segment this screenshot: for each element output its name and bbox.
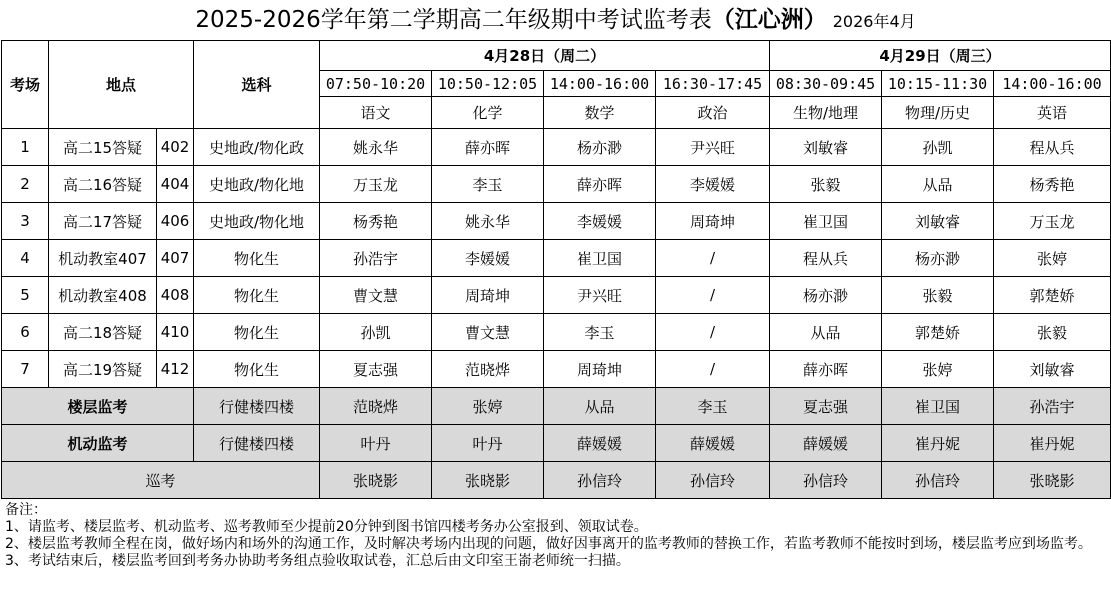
proctor-cell: 崔卫国 bbox=[770, 203, 882, 240]
proctor-cell: 崔卫国 bbox=[544, 240, 656, 277]
room-place: 高二19答疑 bbox=[49, 351, 157, 388]
proctor-cell: 张毅 bbox=[882, 277, 994, 314]
proctor-cell: 程从兵 bbox=[770, 240, 882, 277]
proctor-cell: 李媛媛 bbox=[656, 166, 770, 203]
room-combo: 物化生 bbox=[194, 277, 320, 314]
title-month: 2026年4月 bbox=[832, 12, 916, 31]
proctor-cell: 杨秀艳 bbox=[994, 166, 1111, 203]
notes-heading: 备注： bbox=[5, 502, 47, 518]
proctor-cell: 张晓影 bbox=[320, 462, 432, 499]
proctor-cell: 尹兴旺 bbox=[656, 129, 770, 166]
proctor-cell: 姚永华 bbox=[432, 203, 544, 240]
proctor-cell: 杨亦渺 bbox=[882, 240, 994, 277]
session-time: 07:50-10:20 bbox=[320, 71, 432, 97]
room-combo: 物化生 bbox=[194, 351, 320, 388]
proctor-cell: 万玉龙 bbox=[320, 166, 432, 203]
table-row bbox=[2, 351, 1111, 388]
header-day1: 4月28日（周二） bbox=[320, 41, 770, 71]
session-time: 16:30-17:45 bbox=[656, 71, 770, 97]
schedule-table bbox=[1, 40, 1111, 499]
proctor-cell: 李媛媛 bbox=[432, 240, 544, 277]
proctor-cell: 从品 bbox=[544, 388, 656, 425]
room-id: 6 bbox=[2, 314, 49, 351]
patrol-row bbox=[2, 462, 1111, 499]
room-place: 高二18答疑 bbox=[49, 314, 157, 351]
room-place: 机动教室407 bbox=[49, 240, 157, 277]
page-title bbox=[0, 0, 1111, 40]
header-day2: 4月29日（周三） bbox=[770, 41, 1111, 71]
room-number: 412 bbox=[157, 351, 194, 388]
header-room: 考场 bbox=[2, 41, 49, 129]
session-subject: 英语 bbox=[994, 97, 1111, 129]
proctor-cell: 周琦坤 bbox=[544, 351, 656, 388]
proctor-cell: 薛媛媛 bbox=[544, 425, 656, 462]
room-number: 404 bbox=[157, 166, 194, 203]
room-number: 402 bbox=[157, 129, 194, 166]
room-combo: 物化生 bbox=[194, 240, 320, 277]
room-id: 2 bbox=[2, 166, 49, 203]
room-number: 410 bbox=[157, 314, 194, 351]
proctor-cell: 郭楚娇 bbox=[994, 277, 1111, 314]
proctor-cell: 孙浩宇 bbox=[994, 388, 1111, 425]
proctor-cell: 姚永华 bbox=[320, 129, 432, 166]
room-place: 高二17答疑 bbox=[49, 203, 157, 240]
proctor-cell: 薛媛媛 bbox=[656, 425, 770, 462]
floor-proctor-row bbox=[2, 388, 1111, 425]
proctor-cell: / bbox=[656, 351, 770, 388]
session-subject: 数学 bbox=[544, 97, 656, 129]
proctor-cell: 张婷 bbox=[882, 351, 994, 388]
room-id: 7 bbox=[2, 351, 49, 388]
room-number: 408 bbox=[157, 277, 194, 314]
proctor-cell: 刘敏睿 bbox=[994, 351, 1111, 388]
patrol-label: 巡考 bbox=[2, 462, 320, 499]
mobile-proctor-row bbox=[2, 425, 1111, 462]
session-subject: 政治 bbox=[656, 97, 770, 129]
session-time: 14:00-16:00 bbox=[544, 71, 656, 97]
title-main: 2025-2026学年第二学期高二年级期中考试监考表 bbox=[195, 7, 712, 33]
session-time: 08:30-09:45 bbox=[770, 71, 882, 97]
proctor-cell: 张婷 bbox=[432, 388, 544, 425]
proctor-cell: 李玉 bbox=[432, 166, 544, 203]
proctor-cell: / bbox=[656, 314, 770, 351]
room-id: 4 bbox=[2, 240, 49, 277]
proctor-cell: 郭楚娇 bbox=[882, 314, 994, 351]
proctor-cell: 张婷 bbox=[994, 240, 1111, 277]
proctor-cell: 刘敏睿 bbox=[882, 203, 994, 240]
proctor-cell: 叶丹 bbox=[320, 425, 432, 462]
room-number: 406 bbox=[157, 203, 194, 240]
proctor-cell: 李媛媛 bbox=[544, 203, 656, 240]
note-item: 3、考试结束后，楼层监考回到考务办协助考务组点验收取试卷，汇总后由文印室王嵛老师统一扫描。 bbox=[5, 553, 630, 569]
table-row bbox=[2, 129, 1111, 166]
proctor-cell: 孙信玲 bbox=[770, 462, 882, 499]
proctor-cell: 薛亦晖 bbox=[432, 129, 544, 166]
session-time: 10:15-11:30 bbox=[882, 71, 994, 97]
proctor-cell: 孙信玲 bbox=[656, 462, 770, 499]
room-id: 1 bbox=[2, 129, 49, 166]
proctor-cell: 范晓烨 bbox=[432, 351, 544, 388]
floor-proctor-label: 楼层监考 bbox=[2, 388, 194, 425]
room-number: 407 bbox=[157, 240, 194, 277]
header-place: 地点 bbox=[49, 41, 194, 129]
notes-section bbox=[5, 502, 1107, 570]
proctor-cell: 薛亦晖 bbox=[770, 351, 882, 388]
room-combo: 史地政/物化地 bbox=[194, 203, 320, 240]
room-place: 机动教室408 bbox=[49, 277, 157, 314]
room-place: 高二15答疑 bbox=[49, 129, 157, 166]
table-row bbox=[2, 203, 1111, 240]
proctor-cell: 孙浩宇 bbox=[320, 240, 432, 277]
session-time: 14:00-16:00 bbox=[994, 71, 1111, 97]
proctor-cell: 崔丹妮 bbox=[994, 425, 1111, 462]
proctor-cell: / bbox=[656, 277, 770, 314]
session-subject: 生物/地理 bbox=[770, 97, 882, 129]
table-row bbox=[2, 277, 1111, 314]
proctor-cell: 李玉 bbox=[656, 388, 770, 425]
header-subject-combo: 选科 bbox=[194, 41, 320, 129]
room-place: 高二16答疑 bbox=[49, 166, 157, 203]
proctor-cell: 尹兴旺 bbox=[544, 277, 656, 314]
proctor-cell: 李玉 bbox=[544, 314, 656, 351]
proctor-cell: 刘敏睿 bbox=[770, 129, 882, 166]
proctor-cell: 孙信玲 bbox=[544, 462, 656, 499]
note-item: 1、请监考、楼层监考、机动监考、巡考教师至少提前20分钟到图书馆四楼考务办公室报到、领取试卷。 bbox=[5, 519, 648, 535]
room-id: 5 bbox=[2, 277, 49, 314]
session-subject: 物理/历史 bbox=[882, 97, 994, 129]
session-subject: 化学 bbox=[432, 97, 544, 129]
title-location: （江心洲） bbox=[711, 7, 827, 33]
proctor-cell: 张毅 bbox=[994, 314, 1111, 351]
mobile-proctor-label: 机动监考 bbox=[2, 425, 194, 462]
proctor-cell: / bbox=[656, 240, 770, 277]
proctor-cell: 程从兵 bbox=[994, 129, 1111, 166]
proctor-cell: 崔丹妮 bbox=[882, 425, 994, 462]
proctor-cell: 周琦坤 bbox=[432, 277, 544, 314]
proctor-cell: 杨亦渺 bbox=[544, 129, 656, 166]
proctor-cell: 张晓影 bbox=[994, 462, 1111, 499]
proctor-cell: 崔卫国 bbox=[882, 388, 994, 425]
proctor-cell: 孙凯 bbox=[320, 314, 432, 351]
mobile-building: 行健楼四楼 bbox=[194, 425, 320, 462]
proctor-cell: 张晓影 bbox=[432, 462, 544, 499]
room-combo: 物化生 bbox=[194, 314, 320, 351]
floor-building: 行健楼四楼 bbox=[194, 388, 320, 425]
proctor-cell: 曹文慧 bbox=[432, 314, 544, 351]
proctor-cell: 叶丹 bbox=[432, 425, 544, 462]
proctor-cell: 曹文慧 bbox=[320, 277, 432, 314]
room-combo: 史地政/物化地 bbox=[194, 166, 320, 203]
proctor-cell: 范晓烨 bbox=[320, 388, 432, 425]
header-row-dates bbox=[2, 41, 1111, 71]
proctor-cell: 万玉龙 bbox=[994, 203, 1111, 240]
note-item: 2、楼层监考教师全程在岗，做好场内和场外的沟通工作，及时解决考场内出现的问题，做好因事离开的监考教师的替换工作，若监考教师不能按时到场，楼层监考应到场监考。 bbox=[5, 536, 1092, 552]
proctor-cell: 张毅 bbox=[770, 166, 882, 203]
proctor-cell: 夏志强 bbox=[770, 388, 882, 425]
proctor-cell: 从品 bbox=[882, 166, 994, 203]
table-row bbox=[2, 314, 1111, 351]
proctor-cell: 夏志强 bbox=[320, 351, 432, 388]
proctor-cell: 周琦坤 bbox=[656, 203, 770, 240]
proctor-cell: 薛媛媛 bbox=[770, 425, 882, 462]
proctor-cell: 杨亦渺 bbox=[770, 277, 882, 314]
table-row bbox=[2, 240, 1111, 277]
proctor-cell: 孙信玲 bbox=[882, 462, 994, 499]
room-id: 3 bbox=[2, 203, 49, 240]
room-combo: 史地政/物化政 bbox=[194, 129, 320, 166]
session-time: 10:50-12:05 bbox=[432, 71, 544, 97]
proctor-cell: 从品 bbox=[770, 314, 882, 351]
proctor-cell: 薛亦晖 bbox=[544, 166, 656, 203]
proctor-cell: 孙凯 bbox=[882, 129, 994, 166]
table-row bbox=[2, 166, 1111, 203]
session-subject: 语文 bbox=[320, 97, 432, 129]
proctor-cell: 杨秀艳 bbox=[320, 203, 432, 240]
